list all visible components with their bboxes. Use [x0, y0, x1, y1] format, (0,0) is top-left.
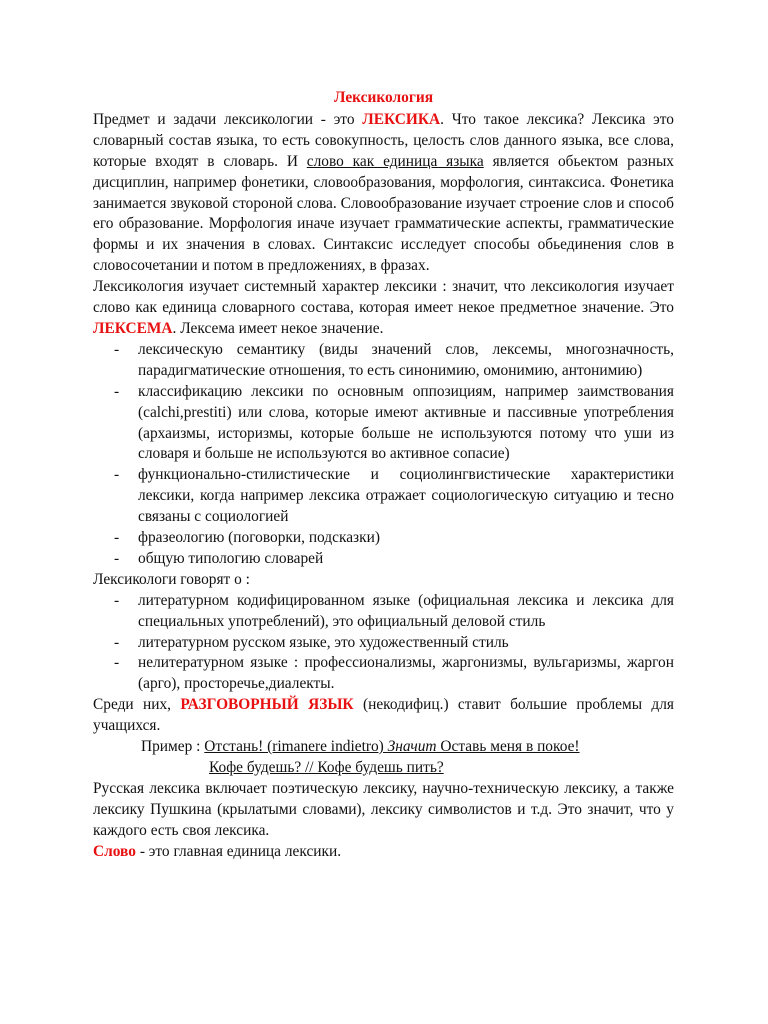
intro-text-middle: . Что такое лексика? Лексика это словарный состав языка, то есть совокупность, целость слов данного языка, все слова, которые входят в словарь. И: [93, 110, 674, 170]
study-list: [93, 340, 674, 570]
speak-intro: Лексикологи говорят о :: [93, 570, 250, 588]
system-text-end: . Лексема имеет некое значение.: [172, 319, 384, 337]
colloquial-text-end: (некодифиц.) ставит большие проблемы для учащихся.: [93, 696, 674, 735]
list-item: - нелитературном языке : профессионализмы, жаргонизмы, вульгаризмы, жаргон (арго), просторечье,диалекты.: [138, 653, 674, 695]
colloquial-text-start: Среди них,: [93, 696, 181, 714]
underlined-phrase: слово как единица языка: [306, 152, 484, 170]
list-item: - общую типологию словарей: [138, 549, 674, 570]
system-paragraph: [93, 277, 674, 340]
list-item: - литературном русском языке, это художественный стиль: [138, 633, 674, 654]
russian-lexika-paragraph: Русская лексика включает поэтическую лексику, научно-техническую лексику, а также лексику Пушкина (крылатыми словами), лексику символистов и т.д. Это значит, что у каждого есть своя лексика.: [93, 779, 674, 839]
speak-list: [93, 591, 674, 696]
example-phrase-2: Кофе будешь? // Кофе будешь пить?: [209, 759, 444, 776]
colloquial-paragraph: [93, 695, 674, 737]
list-item: - классификацию лексики по основным оппозициям, например заимствования (calchi,prestiti) или слова, которые имеют активные и пассивные употребления (архаизмы, историзмы, которые больше не используются потому что уши из словаря и больше не используются во активное сопасие): [138, 382, 674, 466]
list-item: - лексическую семантику (виды значений слов, лексемы, многозначность, парадигматические отношения, то есть синонимию, омонимию, антонимию): [138, 340, 674, 382]
example-phrase: [204, 738, 579, 755]
intro-paragraph: [93, 110, 674, 277]
example-line-1: [93, 737, 674, 758]
example-part-1: Отстань! (rimanere indietro): [204, 738, 388, 756]
intro-text-end: является обьектом разных дисциплин, например фонетики, словообразования, морфология, синтаксиса. Фонетика занимается звуковой стороной слова. Словообразование изучает строение слов и способ его образование. Морфология иначе изучает грамматические аспекты, грамматические формы и их значения в словах. Синтаксис исследует способы обьединения слов в словосочетании и потом в предложениях, в фразах.: [93, 152, 674, 275]
list-item: - литературном кодифицированном языке (официальная лексика и лексика для специальных употреблений), это официальный деловой стиль: [138, 591, 674, 633]
intro-text-start: Предмет и задачи лексикологии - это: [93, 110, 363, 128]
page-title: Лексикология: [333, 89, 434, 106]
system-text-start: Лексикология изучает системный характер лексики : значит, что лексикология изучает слово как единица словарного состава, которая имеет некое предметное значение. Это: [93, 278, 674, 317]
example-part-2: Значит: [387, 738, 437, 756]
list-item: - функционально-стилистические и социолингвистические характеристики лексики, когда например лексика отражает социологическую ситуацию и тесно связаны с социологией: [138, 465, 674, 528]
list-item: - фразеологию (поговорки, подсказки): [138, 528, 674, 549]
slovo-paragraph: [93, 842, 674, 863]
term-colloquial: РАЗГОВОРНЫЙ ЯЗЫК: [180, 696, 354, 714]
term-lexika: ЛЕКСИКА: [362, 110, 441, 128]
example-part-3: Оставь меня в покое!: [436, 738, 580, 756]
slovo-text: - это главная единица лексики.: [135, 842, 342, 860]
example-line-2: [93, 758, 674, 779]
term-slovo: Слово: [93, 842, 136, 860]
example-label: Пример :: [141, 738, 205, 756]
term-lexema: ЛЕКСЕМА: [93, 319, 173, 337]
